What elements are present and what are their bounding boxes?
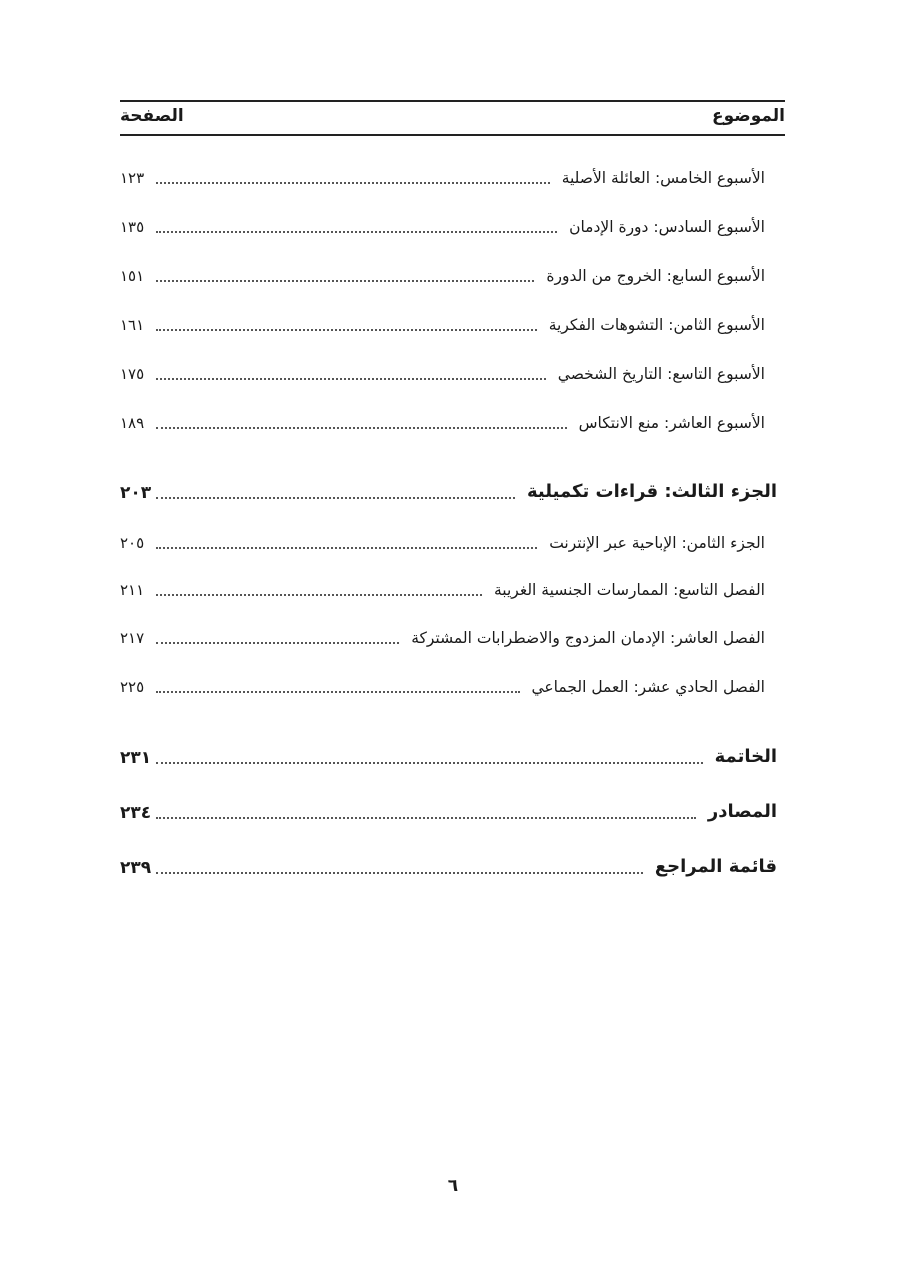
dot-leader — [156, 691, 520, 693]
toc-entry-page: ١٧٥ — [120, 365, 145, 383]
toc-entry-page: ٢١١ — [120, 581, 145, 599]
dot-leader — [156, 231, 557, 233]
toc-entry-page: ١٣٥ — [120, 218, 145, 236]
toc-entry — [120, 669, 765, 699]
dot-leader — [156, 497, 515, 499]
toc-entry-title: الأسبوع التاسع: التاريخ الشخصي — [557, 365, 765, 383]
dot-leader — [156, 642, 399, 644]
toc-entry-title: الأسبوع العاشر: منع الانتكاس — [578, 414, 765, 432]
toc-entry — [120, 620, 765, 650]
toc-section-title: الجزء الثالث: قراءات تكميلية — [526, 481, 777, 502]
dot-leader — [156, 872, 643, 874]
toc-entry — [120, 405, 765, 435]
toc-entry-page: ١٦١ — [120, 316, 145, 334]
toc-entry — [120, 160, 765, 190]
toc-section-entry — [120, 740, 777, 770]
page-column-label: الصفحة — [120, 106, 184, 126]
toc-entry — [120, 307, 765, 337]
dot-leader — [156, 427, 567, 429]
toc-entry-title: الفصل التاسع: الممارسات الجنسية الغريبة — [494, 581, 765, 599]
toc-section-page: ٢٠٣ — [120, 483, 152, 503]
dot-leader — [156, 594, 482, 596]
dot-leader — [156, 817, 696, 819]
toc-section-page: ٢٣٩ — [120, 858, 152, 878]
toc-entry — [120, 209, 765, 239]
dot-leader — [156, 280, 534, 282]
toc-entry-title: الأسبوع الخامس: العائلة الأصلية — [561, 169, 765, 187]
toc-section-title: المصادر — [707, 801, 777, 822]
toc-entry-page: ٢٢٥ — [120, 678, 145, 696]
toc-section-title: قائمة المراجع — [654, 856, 777, 877]
toc-entry-page: ١٥١ — [120, 267, 145, 285]
toc-section-entry — [120, 475, 777, 505]
toc-entry-title: الأسبوع السابع: الخروج من الدورة — [546, 267, 765, 285]
dot-leader — [156, 378, 546, 380]
dot-leader — [156, 329, 537, 331]
toc-section-page: ٢٣١ — [120, 748, 152, 768]
toc-entry-page: ١٢٣ — [120, 169, 145, 187]
toc-section-entry — [120, 795, 777, 825]
toc-entry-page: ١٨٩ — [120, 414, 145, 432]
toc-entry-page: ٢١٧ — [120, 629, 145, 647]
toc-section-entry — [120, 850, 777, 880]
toc-entry — [120, 525, 765, 555]
dot-leader — [156, 182, 550, 184]
toc-entry-title: الفصل الحادي عشر: العمل الجماعي — [531, 678, 765, 696]
toc-entry-page: ٢٠٥ — [120, 534, 145, 552]
toc-section-page: ٢٣٤ — [120, 803, 152, 823]
dot-leader — [156, 547, 537, 549]
toc-entry-title: الأسبوع السادس: دورة الإدمان — [569, 218, 765, 236]
toc-entry-title: الجزء الثامن: الإباحية عبر الإنترنت — [549, 534, 765, 552]
toc-entry-title: الفصل العاشر: الإدمان المزدوج والاضطرابات المشتركة — [411, 629, 765, 647]
dot-leader — [156, 762, 703, 764]
toc-header — [120, 100, 785, 136]
toc-section-title: الخاتمة — [714, 746, 777, 767]
page-number: ٦ — [447, 1176, 459, 1196]
topic-column-label: الموضوع — [712, 106, 785, 126]
toc-entry — [120, 258, 765, 288]
toc-entry — [120, 572, 765, 602]
toc-entry — [120, 356, 765, 386]
toc-entry-title: الأسبوع الثامن: التشوهات الفكرية — [548, 316, 765, 334]
